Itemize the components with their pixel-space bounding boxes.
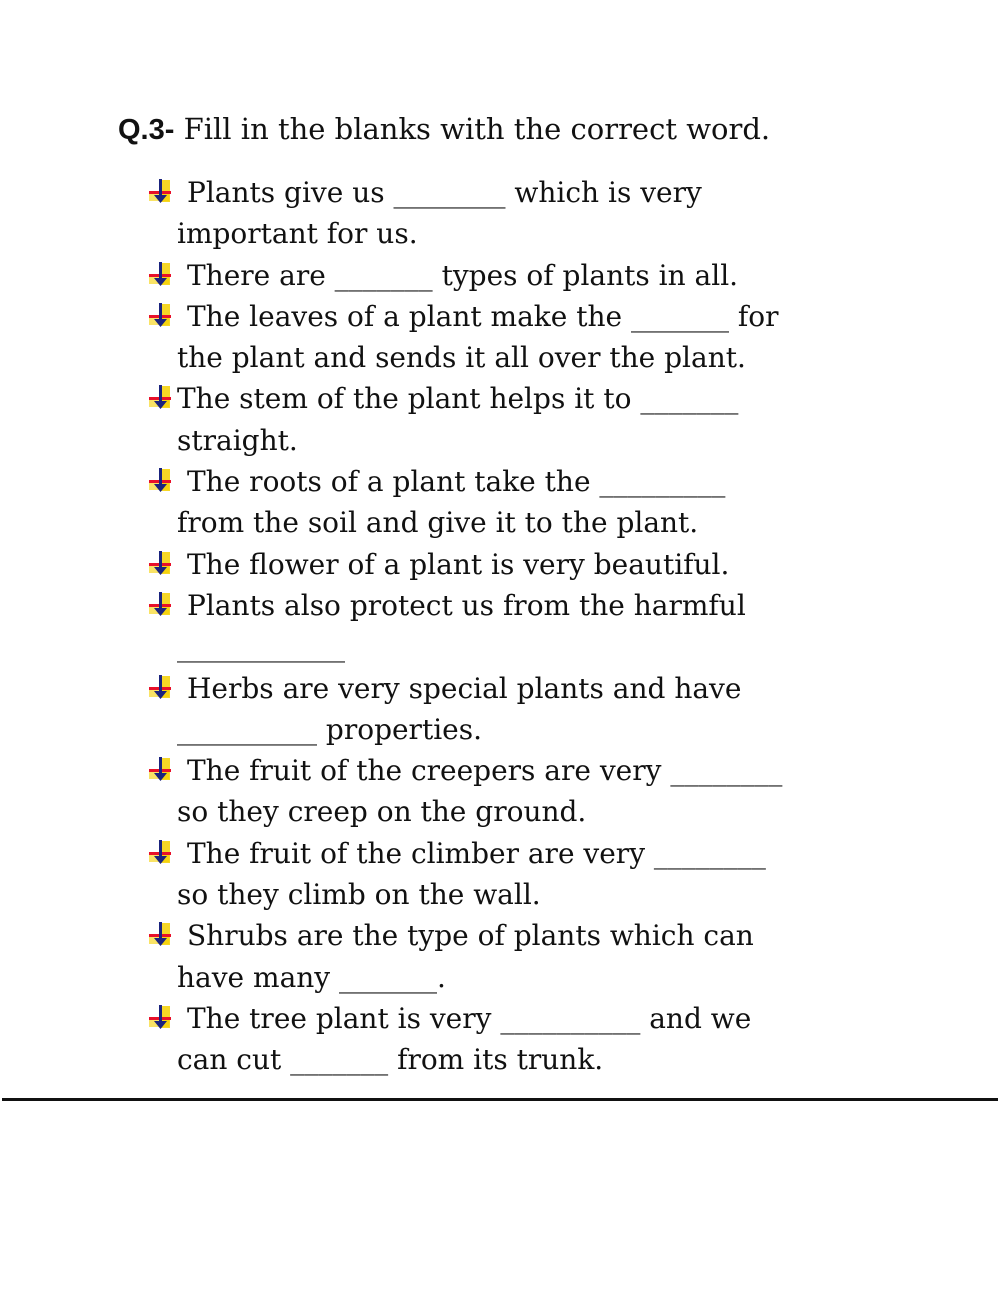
list-item [145, 296, 885, 379]
item-line: __________ properties. [177, 712, 482, 746]
list-item [145, 461, 885, 544]
list-item [145, 378, 885, 461]
list-item [145, 998, 885, 1081]
item-line: important for us. [177, 217, 418, 251]
arrow-down-bullet-icon [147, 261, 175, 287]
arrow-down-bullet-icon [147, 467, 175, 493]
arrow-down-bullet-icon [147, 384, 175, 410]
item-line: There are _______ types of plants in all. [187, 258, 739, 292]
arrow-down-bullet-icon [147, 302, 175, 328]
item-line: have many _______. [177, 960, 446, 994]
item-line: The fruit of the climber are very ________ [187, 836, 766, 870]
list-item [145, 172, 885, 255]
question-label: Q.3- [118, 114, 175, 146]
list-item [145, 915, 885, 998]
item-line: can cut _______ from its trunk. [177, 1043, 604, 1077]
item-line: the plant and sends it all over the plant. [177, 341, 746, 375]
arrow-down-bullet-icon [147, 921, 175, 947]
bottom-divider [2, 1098, 998, 1101]
item-line: ____________ [177, 630, 345, 664]
arrow-down-bullet-icon [147, 1004, 175, 1030]
item-line: The stem of the plant helps it to _______ [177, 382, 739, 416]
list-item [145, 585, 885, 668]
item-line: straight. [177, 423, 298, 457]
item-line: so they climb on the wall. [177, 878, 541, 912]
item-line: The fruit of the creepers are very ________ [187, 754, 783, 788]
item-line: from the soil and give it to the plant. [177, 506, 699, 540]
arrow-down-bullet-icon [147, 839, 175, 865]
item-line: Shrubs are the type of plants which can [187, 919, 754, 953]
item-line: The leaves of a plant make the _______ for [187, 299, 779, 333]
item-line: The roots of a plant take the _________ [187, 465, 726, 499]
list-item [145, 255, 885, 296]
list-item [145, 544, 885, 585]
item-line: so they creep on the ground. [177, 795, 587, 829]
arrow-down-bullet-icon [147, 756, 175, 782]
item-line: The flower of a plant is very beautiful. [187, 547, 730, 581]
item-line: Herbs are very special plants and have [187, 671, 742, 705]
arrow-down-bullet-icon [147, 178, 175, 204]
list-item [145, 668, 885, 751]
question-text: Fill in the blanks with the correct word. [183, 112, 771, 146]
list-item [145, 750, 885, 833]
list-item [145, 833, 885, 916]
arrow-down-bullet-icon [147, 591, 175, 617]
fill-in-blanks-list [145, 172, 885, 1081]
item-line: Plants also protect us from the harmful [187, 588, 746, 622]
arrow-down-bullet-icon [147, 674, 175, 700]
item-line: The tree plant is very __________ and we [187, 1001, 752, 1035]
item-line: Plants give us ________ which is very [187, 176, 702, 209]
arrow-down-bullet-icon [147, 550, 175, 576]
question-heading [118, 112, 770, 147]
